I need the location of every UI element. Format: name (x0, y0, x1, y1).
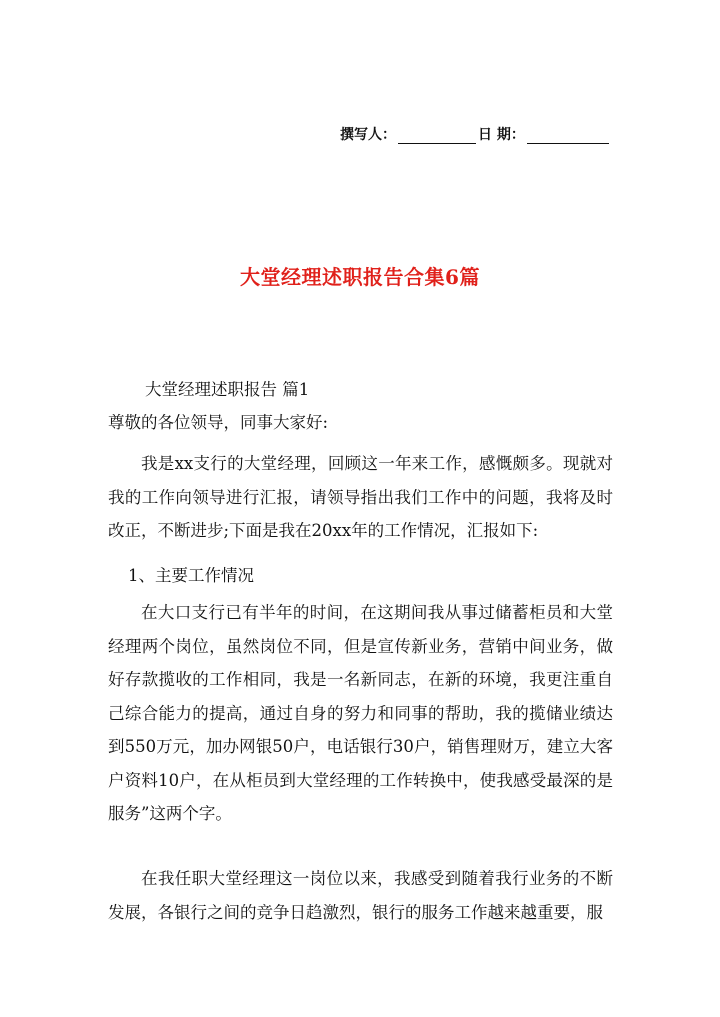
greeting: 尊敬的各位领导，同事大家好: (108, 413, 329, 432)
author-label: 撰写人： (340, 127, 396, 143)
paragraph-service (108, 862, 613, 929)
paragraph-text: 在大口支行已有半年的时间，在这期间我从事过储蓄柜员和大堂经理两个岗位，虽然岗位不同，但是宣传新业务，营销中间业务，做好存款揽收的工作相同，我是一名新同志，在新的环境，我更注重自己综合能力的提高，通过自身的努力和同事的帮助，我的揽储业绩达到550万元，加办网银50户，电话银行30户，销售理财万，建立大客户资料10户，在从柜员到大堂经理的工作转换中，使我感受最深的是服务”这两个字。 (108, 603, 613, 823)
article-heading: 大堂经理述职报告 篇1 (145, 380, 310, 399)
paragraph-text: 在我任职大堂经理这一岗位以来，我感受到随着我行业务的不断发展，各银行之间的竞争日趋激烈，银行的服务工作越来越重要，服 (108, 869, 613, 922)
paragraph-work (108, 596, 613, 831)
paragraph-intro (108, 447, 613, 548)
date-blank (527, 129, 609, 144)
section-heading: 1、主要工作情况 (128, 566, 254, 585)
author-date-line (340, 124, 630, 144)
date-label: 日 期： (478, 127, 525, 143)
paragraph-text: 我是xx支行的大堂经理，回顾这一年来工作，感慨颇多。现就对我的工作向领导进行汇报，请领导指出我们工作中的问题，我将及时改正，不断进步;下面是我在20xx年的工作情况，汇报如下: (108, 454, 613, 540)
document-title: 大堂经理述职报告合集6篇 (240, 265, 480, 289)
author-blank (398, 129, 476, 144)
